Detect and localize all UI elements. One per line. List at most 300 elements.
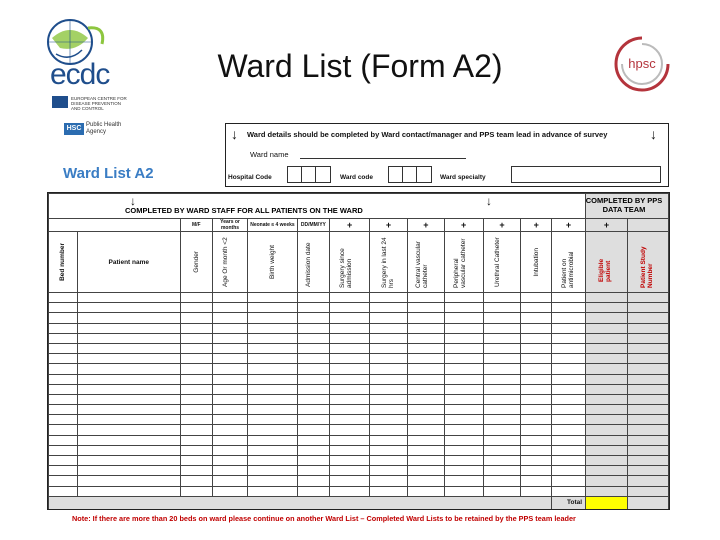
table-cell[interactable] <box>483 405 521 415</box>
table-cell[interactable] <box>248 364 297 374</box>
table-cell[interactable] <box>330 486 370 496</box>
table-cell[interactable] <box>627 445 668 455</box>
table-cell[interactable] <box>370 486 408 496</box>
table-cell[interactable] <box>77 405 180 415</box>
table-cell[interactable] <box>180 293 212 303</box>
table-cell[interactable] <box>586 405 628 415</box>
table-cell[interactable] <box>180 466 212 476</box>
table-cell[interactable] <box>370 374 408 384</box>
table-cell[interactable] <box>586 384 628 394</box>
table-cell[interactable] <box>248 374 297 384</box>
table-cell[interactable] <box>77 323 180 333</box>
ward-name-field[interactable] <box>300 158 466 159</box>
table-cell[interactable] <box>521 405 552 415</box>
table-cell[interactable] <box>77 293 180 303</box>
table-cell[interactable] <box>49 293 78 303</box>
table-cell[interactable] <box>483 313 521 323</box>
table-cell[interactable] <box>627 313 668 323</box>
table-cell[interactable] <box>49 486 78 496</box>
table-cell[interactable] <box>180 343 212 353</box>
table-cell[interactable] <box>77 476 180 486</box>
table-cell[interactable] <box>212 456 248 466</box>
table-cell[interactable] <box>444 364 483 374</box>
table-cell[interactable] <box>77 333 180 343</box>
table-cell[interactable] <box>49 405 78 415</box>
table-cell[interactable] <box>248 394 297 404</box>
table-cell[interactable] <box>248 293 297 303</box>
table-cell[interactable] <box>297 333 330 343</box>
table-cell[interactable] <box>521 394 552 404</box>
table-cell[interactable] <box>444 415 483 425</box>
table-cell[interactable] <box>444 343 483 353</box>
table-cell[interactable] <box>297 405 330 415</box>
table-cell[interactable] <box>586 466 628 476</box>
table-cell[interactable] <box>444 293 483 303</box>
table-cell[interactable] <box>77 374 180 384</box>
table-cell[interactable] <box>297 486 330 496</box>
table-cell[interactable] <box>297 456 330 466</box>
table-cell[interactable] <box>483 486 521 496</box>
table-cell[interactable] <box>212 374 248 384</box>
table-cell[interactable] <box>297 313 330 323</box>
table-cell[interactable] <box>212 384 248 394</box>
table-cell[interactable] <box>212 354 248 364</box>
table-cell[interactable] <box>49 425 78 435</box>
table-cell[interactable] <box>627 303 668 313</box>
table-cell[interactable] <box>212 323 248 333</box>
table-cell[interactable] <box>552 343 586 353</box>
table-cell[interactable] <box>49 374 78 384</box>
table-cell[interactable] <box>407 456 444 466</box>
table-cell[interactable] <box>330 456 370 466</box>
table-cell[interactable] <box>330 374 370 384</box>
table-cell[interactable] <box>370 384 408 394</box>
table-cell[interactable] <box>248 354 297 364</box>
table-cell[interactable] <box>552 303 586 313</box>
table-cell[interactable] <box>521 425 552 435</box>
ward-specialty-field[interactable] <box>511 166 661 183</box>
table-cell[interactable] <box>407 445 444 455</box>
table-cell[interactable] <box>586 486 628 496</box>
table-cell[interactable] <box>586 425 628 435</box>
table-cell[interactable] <box>521 486 552 496</box>
table-cell[interactable] <box>212 415 248 425</box>
table-cell[interactable] <box>627 374 668 384</box>
hospital-code-field[interactable] <box>287 166 331 183</box>
table-cell[interactable] <box>212 333 248 343</box>
table-cell[interactable] <box>552 476 586 486</box>
table-cell[interactable] <box>627 394 668 404</box>
table-cell[interactable] <box>521 415 552 425</box>
table-cell[interactable] <box>212 394 248 404</box>
table-cell[interactable] <box>521 313 552 323</box>
table-cell[interactable] <box>370 466 408 476</box>
table-cell[interactable] <box>444 354 483 364</box>
table-cell[interactable] <box>248 303 297 313</box>
table-cell[interactable] <box>248 333 297 343</box>
table-cell[interactable] <box>407 303 444 313</box>
table-cell[interactable] <box>180 405 212 415</box>
table-cell[interactable] <box>552 445 586 455</box>
table-cell[interactable] <box>330 343 370 353</box>
table-cell[interactable] <box>330 405 370 415</box>
table-cell[interactable] <box>212 405 248 415</box>
table-cell[interactable] <box>483 435 521 445</box>
table-cell[interactable] <box>330 303 370 313</box>
table-cell[interactable] <box>212 293 248 303</box>
table-cell[interactable] <box>483 456 521 466</box>
table-cell[interactable] <box>180 323 212 333</box>
table-cell[interactable] <box>330 384 370 394</box>
table-cell[interactable] <box>180 415 212 425</box>
table-cell[interactable] <box>521 333 552 343</box>
table-cell[interactable] <box>248 476 297 486</box>
table-cell[interactable] <box>586 394 628 404</box>
table-cell[interactable] <box>180 435 212 445</box>
table-cell[interactable] <box>521 364 552 374</box>
table-cell[interactable] <box>552 435 586 445</box>
table-cell[interactable] <box>407 384 444 394</box>
table-cell[interactable] <box>444 333 483 343</box>
table-cell[interactable] <box>552 425 586 435</box>
table-cell[interactable] <box>444 323 483 333</box>
ward-code-field[interactable] <box>388 166 432 183</box>
table-cell[interactable] <box>49 476 78 486</box>
table-cell[interactable] <box>483 323 521 333</box>
table-cell[interactable] <box>180 476 212 486</box>
table-cell[interactable] <box>586 456 628 466</box>
table-cell[interactable] <box>586 323 628 333</box>
table-cell[interactable] <box>212 435 248 445</box>
table-cell[interactable] <box>212 364 248 374</box>
table-cell[interactable] <box>77 303 180 313</box>
table-cell[interactable] <box>444 486 483 496</box>
total-eligible-cell[interactable] <box>586 496 628 509</box>
table-cell[interactable] <box>407 323 444 333</box>
table-cell[interactable] <box>297 343 330 353</box>
table-cell[interactable] <box>586 374 628 384</box>
table-cell[interactable] <box>49 435 78 445</box>
table-cell[interactable] <box>407 293 444 303</box>
table-cell[interactable] <box>483 466 521 476</box>
table-cell[interactable] <box>627 415 668 425</box>
table-cell[interactable] <box>212 313 248 323</box>
table-cell[interactable] <box>521 293 552 303</box>
table-cell[interactable] <box>552 333 586 343</box>
table-cell[interactable] <box>77 486 180 496</box>
table-cell[interactable] <box>49 466 78 476</box>
table-cell[interactable] <box>483 374 521 384</box>
table-cell[interactable] <box>370 333 408 343</box>
table-cell[interactable] <box>627 405 668 415</box>
table-cell[interactable] <box>248 456 297 466</box>
table-cell[interactable] <box>627 476 668 486</box>
table-cell[interactable] <box>552 456 586 466</box>
table-cell[interactable] <box>248 466 297 476</box>
table-cell[interactable] <box>552 466 586 476</box>
table-cell[interactable] <box>407 415 444 425</box>
table-cell[interactable] <box>552 405 586 415</box>
table-cell[interactable] <box>552 293 586 303</box>
table-cell[interactable] <box>627 486 668 496</box>
table-cell[interactable] <box>77 435 180 445</box>
table-cell[interactable] <box>77 425 180 435</box>
table-cell[interactable] <box>407 313 444 323</box>
table-cell[interactable] <box>330 476 370 486</box>
table-cell[interactable] <box>552 354 586 364</box>
table-cell[interactable] <box>49 333 78 343</box>
table-cell[interactable] <box>444 303 483 313</box>
table-cell[interactable] <box>330 445 370 455</box>
table-cell[interactable] <box>627 364 668 374</box>
table-cell[interactable] <box>627 384 668 394</box>
table-cell[interactable] <box>586 476 628 486</box>
table-cell[interactable] <box>248 425 297 435</box>
table-cell[interactable] <box>370 343 408 353</box>
table-cell[interactable] <box>212 425 248 435</box>
table-cell[interactable] <box>330 425 370 435</box>
table-cell[interactable] <box>407 374 444 384</box>
table-cell[interactable] <box>521 466 552 476</box>
table-cell[interactable] <box>521 435 552 445</box>
table-cell[interactable] <box>586 303 628 313</box>
table-cell[interactable] <box>180 354 212 364</box>
table-cell[interactable] <box>297 445 330 455</box>
table-cell[interactable] <box>370 445 408 455</box>
table-cell[interactable] <box>330 466 370 476</box>
table-cell[interactable] <box>180 394 212 404</box>
table-cell[interactable] <box>552 323 586 333</box>
table-cell[interactable] <box>330 293 370 303</box>
table-cell[interactable] <box>627 466 668 476</box>
table-cell[interactable] <box>370 456 408 466</box>
table-cell[interactable] <box>49 303 78 313</box>
table-cell[interactable] <box>586 343 628 353</box>
table-cell[interactable] <box>330 364 370 374</box>
table-cell[interactable] <box>180 364 212 374</box>
table-cell[interactable] <box>77 364 180 374</box>
table-cell[interactable] <box>521 456 552 466</box>
table-cell[interactable] <box>77 466 180 476</box>
table-cell[interactable] <box>483 343 521 353</box>
table-cell[interactable] <box>444 313 483 323</box>
table-cell[interactable] <box>330 323 370 333</box>
table-cell[interactable] <box>483 364 521 374</box>
table-cell[interactable] <box>248 313 297 323</box>
table-cell[interactable] <box>407 333 444 343</box>
table-cell[interactable] <box>77 415 180 425</box>
table-cell[interactable] <box>444 476 483 486</box>
table-cell[interactable] <box>49 323 78 333</box>
table-cell[interactable] <box>370 425 408 435</box>
table-cell[interactable] <box>444 394 483 404</box>
table-cell[interactable] <box>407 343 444 353</box>
table-cell[interactable] <box>49 445 78 455</box>
table-cell[interactable] <box>248 445 297 455</box>
table-cell[interactable] <box>297 425 330 435</box>
table-cell[interactable] <box>552 384 586 394</box>
table-cell[interactable] <box>483 293 521 303</box>
table-cell[interactable] <box>49 456 78 466</box>
table-cell[interactable] <box>370 435 408 445</box>
table-cell[interactable] <box>407 466 444 476</box>
table-cell[interactable] <box>180 486 212 496</box>
table-cell[interactable] <box>180 384 212 394</box>
table-cell[interactable] <box>77 313 180 323</box>
table-cell[interactable] <box>521 384 552 394</box>
table-cell[interactable] <box>627 435 668 445</box>
table-cell[interactable] <box>586 293 628 303</box>
table-cell[interactable] <box>297 476 330 486</box>
table-cell[interactable] <box>370 405 408 415</box>
table-cell[interactable] <box>552 486 586 496</box>
table-cell[interactable] <box>552 364 586 374</box>
table-cell[interactable] <box>370 394 408 404</box>
table-cell[interactable] <box>180 333 212 343</box>
table-cell[interactable] <box>444 466 483 476</box>
table-cell[interactable] <box>521 343 552 353</box>
table-cell[interactable] <box>483 425 521 435</box>
table-cell[interactable] <box>248 384 297 394</box>
table-cell[interactable] <box>483 354 521 364</box>
table-cell[interactable] <box>49 394 78 404</box>
table-cell[interactable] <box>180 374 212 384</box>
table-cell[interactable] <box>248 343 297 353</box>
table-cell[interactable] <box>77 456 180 466</box>
table-cell[interactable] <box>521 303 552 313</box>
table-cell[interactable] <box>586 435 628 445</box>
table-cell[interactable] <box>212 343 248 353</box>
table-cell[interactable] <box>521 445 552 455</box>
table-cell[interactable] <box>521 476 552 486</box>
table-cell[interactable] <box>297 466 330 476</box>
table-cell[interactable] <box>444 384 483 394</box>
table-cell[interactable] <box>586 333 628 343</box>
table-cell[interactable] <box>370 303 408 313</box>
table-cell[interactable] <box>586 415 628 425</box>
table-cell[interactable] <box>248 435 297 445</box>
table-cell[interactable] <box>330 415 370 425</box>
table-cell[interactable] <box>297 303 330 313</box>
table-cell[interactable] <box>483 303 521 313</box>
table-cell[interactable] <box>297 293 330 303</box>
table-cell[interactable] <box>407 425 444 435</box>
table-cell[interactable] <box>49 313 78 323</box>
table-cell[interactable] <box>330 435 370 445</box>
table-cell[interactable] <box>586 364 628 374</box>
table-cell[interactable] <box>297 364 330 374</box>
table-cell[interactable] <box>297 323 330 333</box>
table-cell[interactable] <box>248 405 297 415</box>
table-cell[interactable] <box>180 445 212 455</box>
table-cell[interactable] <box>180 425 212 435</box>
table-cell[interactable] <box>407 405 444 415</box>
table-cell[interactable] <box>77 343 180 353</box>
table-cell[interactable] <box>407 364 444 374</box>
table-cell[interactable] <box>330 354 370 364</box>
table-cell[interactable] <box>212 466 248 476</box>
table-cell[interactable] <box>627 323 668 333</box>
table-cell[interactable] <box>77 394 180 404</box>
table-cell[interactable] <box>180 456 212 466</box>
table-cell[interactable] <box>248 323 297 333</box>
table-cell[interactable] <box>49 415 78 425</box>
table-cell[interactable] <box>212 303 248 313</box>
table-cell[interactable] <box>407 354 444 364</box>
table-cell[interactable] <box>586 354 628 364</box>
table-cell[interactable] <box>77 384 180 394</box>
table-cell[interactable] <box>330 394 370 404</box>
table-cell[interactable] <box>297 354 330 364</box>
table-cell[interactable] <box>212 445 248 455</box>
table-cell[interactable] <box>49 343 78 353</box>
table-cell[interactable] <box>627 456 668 466</box>
table-cell[interactable] <box>521 374 552 384</box>
table-cell[interactable] <box>297 394 330 404</box>
table-cell[interactable] <box>407 394 444 404</box>
table-cell[interactable] <box>483 384 521 394</box>
table-cell[interactable] <box>483 415 521 425</box>
table-cell[interactable] <box>370 313 408 323</box>
table-cell[interactable] <box>77 354 180 364</box>
table-cell[interactable] <box>407 476 444 486</box>
table-cell[interactable] <box>297 435 330 445</box>
table-cell[interactable] <box>483 476 521 486</box>
table-cell[interactable] <box>180 313 212 323</box>
table-cell[interactable] <box>444 374 483 384</box>
table-cell[interactable] <box>370 354 408 364</box>
table-cell[interactable] <box>444 425 483 435</box>
table-cell[interactable] <box>586 445 628 455</box>
table-cell[interactable] <box>407 435 444 445</box>
table-cell[interactable] <box>77 445 180 455</box>
table-cell[interactable] <box>627 425 668 435</box>
table-cell[interactable] <box>552 313 586 323</box>
table-cell[interactable] <box>297 384 330 394</box>
table-cell[interactable] <box>627 354 668 364</box>
table-cell[interactable] <box>370 364 408 374</box>
table-cell[interactable] <box>586 313 628 323</box>
table-cell[interactable] <box>370 476 408 486</box>
table-cell[interactable] <box>370 323 408 333</box>
table-cell[interactable] <box>370 415 408 425</box>
table-cell[interactable] <box>212 486 248 496</box>
table-cell[interactable] <box>248 486 297 496</box>
table-cell[interactable] <box>248 415 297 425</box>
table-cell[interactable] <box>407 486 444 496</box>
table-cell[interactable] <box>212 476 248 486</box>
table-cell[interactable] <box>521 354 552 364</box>
table-cell[interactable] <box>483 394 521 404</box>
table-cell[interactable] <box>370 293 408 303</box>
table-cell[interactable] <box>180 303 212 313</box>
table-cell[interactable] <box>483 445 521 455</box>
table-cell[interactable] <box>444 405 483 415</box>
table-cell[interactable] <box>444 435 483 445</box>
table-cell[interactable] <box>444 445 483 455</box>
table-cell[interactable] <box>49 354 78 364</box>
table-cell[interactable] <box>330 333 370 343</box>
table-cell[interactable] <box>552 374 586 384</box>
table-cell[interactable] <box>330 313 370 323</box>
table-cell[interactable] <box>49 364 78 374</box>
table-cell[interactable] <box>483 333 521 343</box>
table-cell[interactable] <box>552 415 586 425</box>
table-cell[interactable] <box>444 456 483 466</box>
table-cell[interactable] <box>521 323 552 333</box>
table-cell[interactable] <box>627 333 668 343</box>
table-cell[interactable] <box>297 374 330 384</box>
